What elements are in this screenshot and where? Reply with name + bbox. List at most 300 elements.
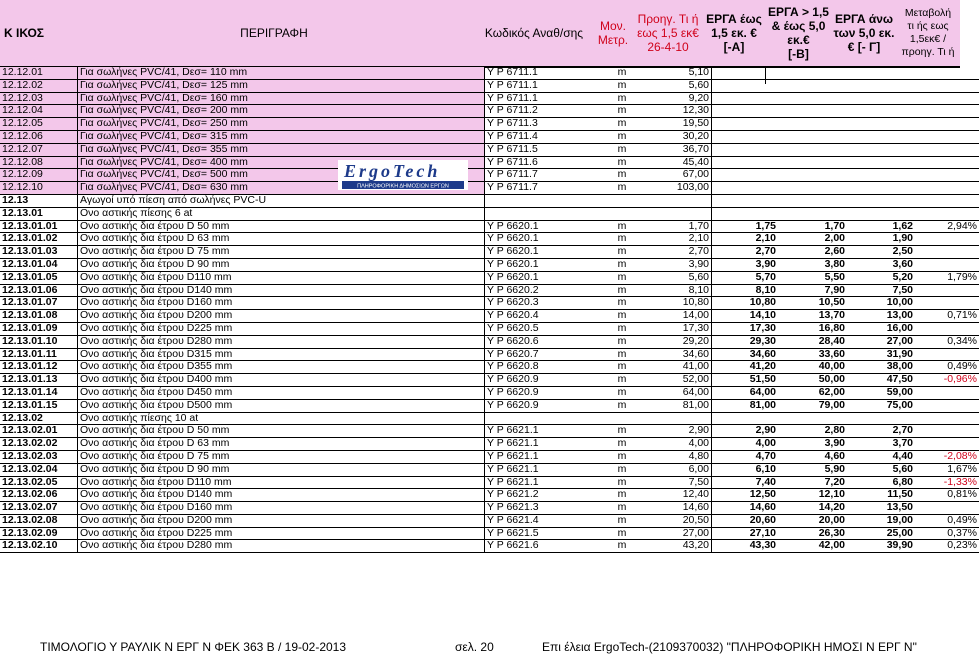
table-row: [0, 527, 979, 540]
cell-chg: [915, 412, 979, 425]
cell-a: 27,10: [712, 527, 779, 540]
cell-a: 2,70: [712, 246, 779, 259]
table-row: [0, 540, 979, 553]
table-row: [0, 207, 979, 220]
cell-b: [778, 156, 847, 169]
cell-code: 12.13.01.05: [0, 271, 78, 284]
table-row: [0, 476, 979, 489]
cell-a: [712, 67, 779, 79]
cell-chg: [915, 67, 979, 79]
cell-unit: [599, 194, 645, 207]
cell-unit: m: [599, 514, 645, 527]
table-row: [0, 258, 979, 271]
cell-chg: [915, 284, 979, 297]
cell-code: 12.13.01.12: [0, 361, 78, 374]
cell-unit: m: [599, 527, 645, 540]
cell-prev: 64,00: [645, 386, 712, 399]
cell-chg: [915, 207, 979, 220]
cell-b: 79,00: [778, 399, 847, 412]
cell-c: 3,70: [847, 438, 915, 451]
cell-c: 1,62: [847, 220, 915, 233]
cell-code: 12.12.06: [0, 130, 78, 143]
table-row: [0, 156, 979, 169]
cell-a: 81,00: [712, 399, 779, 412]
cell-desc: Ονο αστικής δια έτρου D355 mm: [78, 361, 485, 374]
cell-chg: [915, 118, 979, 131]
cell-prev: 9,20: [645, 92, 712, 105]
cell-c: 27,00: [847, 335, 915, 348]
cell-code: 12.13.02: [0, 412, 78, 425]
cell-c: 38,00: [847, 361, 915, 374]
cell-c: 13,50: [847, 502, 915, 515]
cell-b: 33,60: [778, 348, 847, 361]
logo-text: ErgoTech: [344, 161, 441, 181]
cell-chg: [915, 182, 979, 195]
cell-a: [712, 118, 779, 131]
cell-ana: Υ Ρ 6621.1: [485, 425, 600, 438]
cell-desc: Ονο αστικής δια έτρου D500 mm: [78, 399, 485, 412]
cell-b: [778, 118, 847, 131]
cell-ana: Υ Ρ 6621.6: [485, 540, 600, 553]
table-row: [0, 182, 979, 195]
cell-code: 12.12.01: [0, 67, 78, 79]
cell-unit: m: [599, 284, 645, 297]
cell-unit: m: [599, 489, 645, 502]
cell-chg: [915, 105, 979, 118]
cell-a: 12,50: [712, 489, 779, 502]
cell-desc: Για σωλήνες PVC/41, Dεσ= 500 mm: [78, 169, 485, 182]
cell-c: 6,80: [847, 476, 915, 489]
cell-ana: Υ Ρ 6620.1: [485, 258, 600, 271]
cell-desc: Ονο αστικής δια έτρου D160 mm: [78, 502, 485, 515]
cell-c: 59,00: [847, 386, 915, 399]
cell-ana: Υ Ρ 6620.3: [485, 297, 600, 310]
cell-b: 2,80: [778, 425, 847, 438]
cell-code: 12.13.02.02: [0, 438, 78, 451]
cell-prev: 12,40: [645, 489, 712, 502]
cell-desc: Ονο αστικής δια έτρου D225 mm: [78, 322, 485, 335]
cell-chg: [915, 386, 979, 399]
cell-desc: Ονο αστικής δια έτρου D200 mm: [78, 310, 485, 323]
cell-unit: m: [599, 156, 645, 169]
cell-code: 12.12.07: [0, 143, 78, 156]
cell-chg: [915, 79, 979, 92]
cell-desc: Ονο αστικής πίεσης 6 at: [78, 207, 485, 220]
header-works-c: ΕΡΓΑ άνω των 5,0 εκ. € [- Γ]: [833, 12, 895, 54]
cell-unit: m: [599, 374, 645, 387]
cell-unit: m: [599, 502, 645, 515]
cell-desc: Ονο αστικής δια έτρου D110 mm: [78, 476, 485, 489]
table-row: [0, 374, 979, 387]
cell-b: 3,80: [778, 258, 847, 271]
cell-a: 3,90: [712, 258, 779, 271]
table-row: [0, 502, 979, 515]
cell-code: 12.13.01.07: [0, 297, 78, 310]
cell-prev: 4,00: [645, 438, 712, 451]
cell-a: [712, 207, 779, 220]
cell-c: 2,70: [847, 425, 915, 438]
cell-ana: Υ Ρ 6711.2: [485, 105, 600, 118]
table-row: [0, 438, 979, 451]
cell-ana: Υ Ρ 6620.9: [485, 386, 600, 399]
cell-code: 12.13.02.01: [0, 425, 78, 438]
cell-unit: m: [599, 220, 645, 233]
cell-code: 12.13.01: [0, 207, 78, 220]
cell-unit: m: [599, 463, 645, 476]
cell-b: [778, 130, 847, 143]
cell-code: 12.13.02.06: [0, 489, 78, 502]
table-row: [0, 92, 979, 105]
table-row: [0, 297, 979, 310]
cell-desc: Για σωλήνες PVC/41, Dεσ= 400 mm: [78, 156, 485, 169]
cell-c: 4,40: [847, 450, 915, 463]
cell-a: [712, 194, 779, 207]
cell-a: 51,50: [712, 374, 779, 387]
cell-desc: Για σωλήνες PVC/41, Dεσ= 250 mm: [78, 118, 485, 131]
cell-unit: m: [599, 297, 645, 310]
cell-ana: Υ Ρ 6621.4: [485, 514, 600, 527]
header-unit: Μον. Μετρ.: [597, 19, 629, 47]
cell-chg: [915, 502, 979, 515]
cell-a: [712, 130, 779, 143]
cell-unit: m: [599, 271, 645, 284]
cell-unit: m: [599, 258, 645, 271]
cell-unit: [599, 207, 645, 220]
cell-chg: -2,08%: [915, 450, 979, 463]
cell-a: [712, 156, 779, 169]
cell-ana: [485, 207, 600, 220]
cell-unit: m: [599, 246, 645, 259]
cell-prev: 29,20: [645, 335, 712, 348]
cell-prev: 20,50: [645, 514, 712, 527]
cell-b: [778, 207, 847, 220]
cell-c: [847, 67, 915, 79]
cell-unit: m: [599, 438, 645, 451]
cell-b: [778, 169, 847, 182]
cell-prev: 45,40: [645, 156, 712, 169]
cell-a: 8,10: [712, 284, 779, 297]
cell-code: 12.13.02.09: [0, 527, 78, 540]
cell-a: 6,10: [712, 463, 779, 476]
cell-chg: [915, 143, 979, 156]
cell-a: 20,60: [712, 514, 779, 527]
cell-chg: [915, 246, 979, 259]
cell-prev: [645, 207, 712, 220]
cell-a: 64,00: [712, 386, 779, 399]
cell-prev: 5,60: [645, 271, 712, 284]
cell-unit: [599, 412, 645, 425]
cell-desc: Για σωλήνες PVC/41, Dεσ= 315 mm: [78, 130, 485, 143]
cell-desc: Για σωλήνες PVC/41, Dεσ= 110 mm: [78, 67, 485, 79]
cell-ana: Υ Ρ 6620.1: [485, 220, 600, 233]
cell-a: 43,30: [712, 540, 779, 553]
cell-code: 12.13.01.09: [0, 322, 78, 335]
cell-c: 19,00: [847, 514, 915, 527]
header-works-b: ΕΡΓΑ > 1,5 & έως 5,0 εκ.€ [-Β]: [768, 5, 829, 61]
cell-prev: 1,70: [645, 220, 712, 233]
cell-desc: Ονο αστικής δια έτρου D 50 mm: [78, 425, 485, 438]
cell-prev: 43,20: [645, 540, 712, 553]
cell-c: 31,90: [847, 348, 915, 361]
cell-ana: Υ Ρ 6711.1: [485, 79, 600, 92]
table-row: [0, 169, 979, 182]
table-row: [0, 118, 979, 131]
cell-chg: -0,96%: [915, 374, 979, 387]
cell-ana: Υ Ρ 6711.3: [485, 118, 600, 131]
cell-prev: 17,30: [645, 322, 712, 335]
table-row: [0, 348, 979, 361]
cell-chg: [915, 130, 979, 143]
cell-desc: Για σωλήνες PVC/41, Dεσ= 125 mm: [78, 79, 485, 92]
table-row: [0, 463, 979, 476]
cell-code: 12.12.02: [0, 79, 78, 92]
cell-unit: m: [599, 425, 645, 438]
cell-c: 16,00: [847, 322, 915, 335]
cell-ana: Υ Ρ 6620.8: [485, 361, 600, 374]
table-row: [0, 246, 979, 259]
cell-a: 2,10: [712, 233, 779, 246]
table-row: [0, 310, 979, 323]
cell-code: 12.13.02.05: [0, 476, 78, 489]
header-previous-price: Προηγ. Τι ή εως 1,5 εκ€ 26-4-10: [637, 12, 699, 54]
cell-chg: 1,67%: [915, 463, 979, 476]
cell-prev: 19,50: [645, 118, 712, 131]
cell-c: [847, 79, 915, 92]
cell-a: [712, 105, 779, 118]
cell-c: 1,90: [847, 233, 915, 246]
cell-ana: Υ Ρ 6711.7: [485, 182, 600, 195]
cell-a: 5,70: [712, 271, 779, 284]
cell-code: 12.12.04: [0, 105, 78, 118]
cell-ana: Υ Ρ 6621.2: [485, 489, 600, 502]
cell-unit: m: [599, 118, 645, 131]
table-row: [0, 143, 979, 156]
cell-chg: 0,23%: [915, 540, 979, 553]
cell-prev: 14,60: [645, 502, 712, 515]
cell-c: 3,60: [847, 258, 915, 271]
cell-c: [847, 169, 915, 182]
cell-b: [778, 67, 847, 79]
cell-unit: m: [599, 361, 645, 374]
cell-ana: Υ Ρ 6620.9: [485, 399, 600, 412]
cell-a: [712, 92, 779, 105]
cell-unit: m: [599, 143, 645, 156]
table-row: [0, 386, 979, 399]
cell-code: 12.12.10: [0, 182, 78, 195]
cell-a: 1,75: [712, 220, 779, 233]
table-row: [0, 322, 979, 335]
footer-title: ΤΙΜΟΛΟΓΙΟ Υ ΡΑΥΛΙΚ Ν ΕΡΓ Ν ΦΕΚ 363 Β / 19-02-2013: [40, 640, 347, 654]
cell-chg: [915, 297, 979, 310]
cell-code: 12.13.01.14: [0, 386, 78, 399]
cell-a: 4,00: [712, 438, 779, 451]
cell-chg: 1,79%: [915, 271, 979, 284]
cell-code: 12.13.01.11: [0, 348, 78, 361]
cell-a: 2,90: [712, 425, 779, 438]
header-analysis-code: Κωδικός Αναθ/σης: [484, 26, 584, 40]
table-row: [0, 514, 979, 527]
cell-c: [847, 118, 915, 131]
cell-desc: Ονο αστικής δια έτρου D315 mm: [78, 348, 485, 361]
cell-prev: 6,00: [645, 463, 712, 476]
table-row: [0, 105, 979, 118]
cell-b: 16,80: [778, 322, 847, 335]
cell-ana: Υ Ρ 6621.1: [485, 463, 600, 476]
cell-c: 39,90: [847, 540, 915, 553]
cell-desc: Ονο αστικής δια έτρου D280 mm: [78, 540, 485, 553]
cell-prev: 27,00: [645, 527, 712, 540]
cell-b: 14,20: [778, 502, 847, 515]
cell-ana: Υ Ρ 6620.1: [485, 271, 600, 284]
cell-b: 3,90: [778, 438, 847, 451]
cell-code: 12.12.03: [0, 92, 78, 105]
cell-ana: Υ Ρ 6711.4: [485, 130, 600, 143]
cell-desc: Ονο αστικής δια έτρου D280 mm: [78, 335, 485, 348]
cell-c: [847, 143, 915, 156]
cell-c: 2,50: [847, 246, 915, 259]
cell-a: 10,80: [712, 297, 779, 310]
cell-prev: 67,00: [645, 169, 712, 182]
cell-code: 12.13: [0, 194, 78, 207]
cell-b: 20,00: [778, 514, 847, 527]
table-row: [0, 335, 979, 348]
cell-chg: 0,81%: [915, 489, 979, 502]
cell-prev: 5,10: [645, 67, 712, 79]
cell-b: 7,90: [778, 284, 847, 297]
price-table: [0, 67, 979, 553]
cell-c: [847, 156, 915, 169]
table-row: [0, 271, 979, 284]
cell-chg: [915, 425, 979, 438]
cell-desc: Ονο αστικής δια έτρου D 50 mm: [78, 220, 485, 233]
cell-b: 10,50: [778, 297, 847, 310]
cell-ana: Υ Ρ 6711.7: [485, 169, 600, 182]
cell-b: 12,10: [778, 489, 847, 502]
cell-chg: [915, 258, 979, 271]
cell-desc: Ονο αστικής δια έτρου D140 mm: [78, 489, 485, 502]
ergotech-logo: [338, 160, 468, 190]
cell-c: [847, 412, 915, 425]
cell-prev: [645, 412, 712, 425]
cell-chg: [915, 438, 979, 451]
cell-chg: [915, 92, 979, 105]
cell-c: [847, 92, 915, 105]
cell-c: 7,50: [847, 284, 915, 297]
header-change: Μεταβολή τι ής εως 1,5εκ€ / προηγ. Τι ή: [901, 7, 955, 58]
cell-c: [847, 194, 915, 207]
page-footer: [0, 640, 960, 656]
cell-desc: Ονο αστικής δια έτρου D110 mm: [78, 271, 485, 284]
cell-unit: m: [599, 79, 645, 92]
cell-chg: 2,94%: [915, 220, 979, 233]
cell-a: [712, 412, 779, 425]
cell-c: [847, 182, 915, 195]
cell-prev: 4,80: [645, 450, 712, 463]
cell-desc: Ονο αστικής δια έτρου D 90 mm: [78, 463, 485, 476]
cell-c: 25,00: [847, 527, 915, 540]
cell-b: 28,40: [778, 335, 847, 348]
cell-unit: m: [599, 169, 645, 182]
cell-desc: Για σωλήνες PVC/41, Dεσ= 160 mm: [78, 92, 485, 105]
cell-b: [778, 79, 847, 92]
cell-ana: Υ Ρ 6621.5: [485, 527, 600, 540]
cell-code: 12.13.01.01: [0, 220, 78, 233]
cell-c: [847, 105, 915, 118]
cell-a: [712, 79, 779, 92]
header-code: Κ ΙΚΟΣ: [4, 26, 44, 40]
cell-b: 13,70: [778, 310, 847, 323]
cell-desc: Αγωγοί υπό πίεση από σωλήνες PVC-U: [78, 194, 485, 207]
cell-b: 7,20: [778, 476, 847, 489]
table-row: [0, 450, 979, 463]
cell-code: 12.13.01.13: [0, 374, 78, 387]
cell-a: 17,30: [712, 322, 779, 335]
cell-desc: Για σωλήνες PVC/41, Dεσ= 355 mm: [78, 143, 485, 156]
cell-desc: Ονο αστικής δια έτρου D200 mm: [78, 514, 485, 527]
cell-unit: m: [599, 399, 645, 412]
table-row: [0, 489, 979, 502]
cell-a: 41,20: [712, 361, 779, 374]
header-works-a: ΕΡΓΑ έως 1,5 εκ. € [-Α]: [706, 12, 762, 54]
cell-b: 50,00: [778, 374, 847, 387]
cell-code: 12.12.08: [0, 156, 78, 169]
footer-page-number: σελ. 20: [455, 640, 494, 654]
cell-ana: [485, 412, 600, 425]
cell-desc: Ονο αστικής δια έτρου D 63 mm: [78, 438, 485, 451]
cell-a: 14,10: [712, 310, 779, 323]
cell-chg: [915, 233, 979, 246]
table-row: [0, 361, 979, 374]
cell-ana: Υ Ρ 6621.3: [485, 502, 600, 515]
cell-b: 2,60: [778, 246, 847, 259]
cell-code: 12.13.02.03: [0, 450, 78, 463]
cell-b: 26,30: [778, 527, 847, 540]
cell-chg: [915, 348, 979, 361]
logo-subtitle: ΠΛΗΡΟΦΟΡΙΚΗ ΔΗΜΟΣΙΩΝ ΕΡΓΩΝ: [357, 183, 449, 190]
cell-b: 5,50: [778, 271, 847, 284]
cell-unit: m: [599, 335, 645, 348]
cell-code: 12.12.05: [0, 118, 78, 131]
table-row: [0, 130, 979, 143]
cell-code: 12.12.09: [0, 169, 78, 182]
cell-c: [847, 207, 915, 220]
cell-ana: Υ Ρ 6711.1: [485, 92, 600, 105]
cell-a: [712, 143, 779, 156]
cell-ana: Υ Ρ 6620.5: [485, 322, 600, 335]
cell-unit: m: [599, 540, 645, 553]
cell-b: [778, 182, 847, 195]
cell-c: 5,60: [847, 463, 915, 476]
cell-unit: m: [599, 450, 645, 463]
cell-desc: Ονο αστικής δια έτρου D 75 mm: [78, 450, 485, 463]
cell-a: 4,70: [712, 450, 779, 463]
cell-ana: Υ Ρ 6620.1: [485, 246, 600, 259]
cell-b: 5,90: [778, 463, 847, 476]
cell-desc: Ονο αστικής δια έτρου D225 mm: [78, 527, 485, 540]
cell-desc: Ονο αστικής πίεσης 10 at: [78, 412, 485, 425]
cell-code: 12.13.01.02: [0, 233, 78, 246]
cell-b: 40,00: [778, 361, 847, 374]
cell-prev: 8,10: [645, 284, 712, 297]
cell-code: 12.13.01.03: [0, 246, 78, 259]
cell-ana: Υ Ρ 6621.1: [485, 438, 600, 451]
cell-a: [712, 182, 779, 195]
cell-desc: Ονο αστικής δια έτρου D 63 mm: [78, 233, 485, 246]
cell-unit: m: [599, 182, 645, 195]
cell-unit: m: [599, 322, 645, 335]
cell-chg: 0,49%: [915, 361, 979, 374]
cell-b: 1,70: [778, 220, 847, 233]
